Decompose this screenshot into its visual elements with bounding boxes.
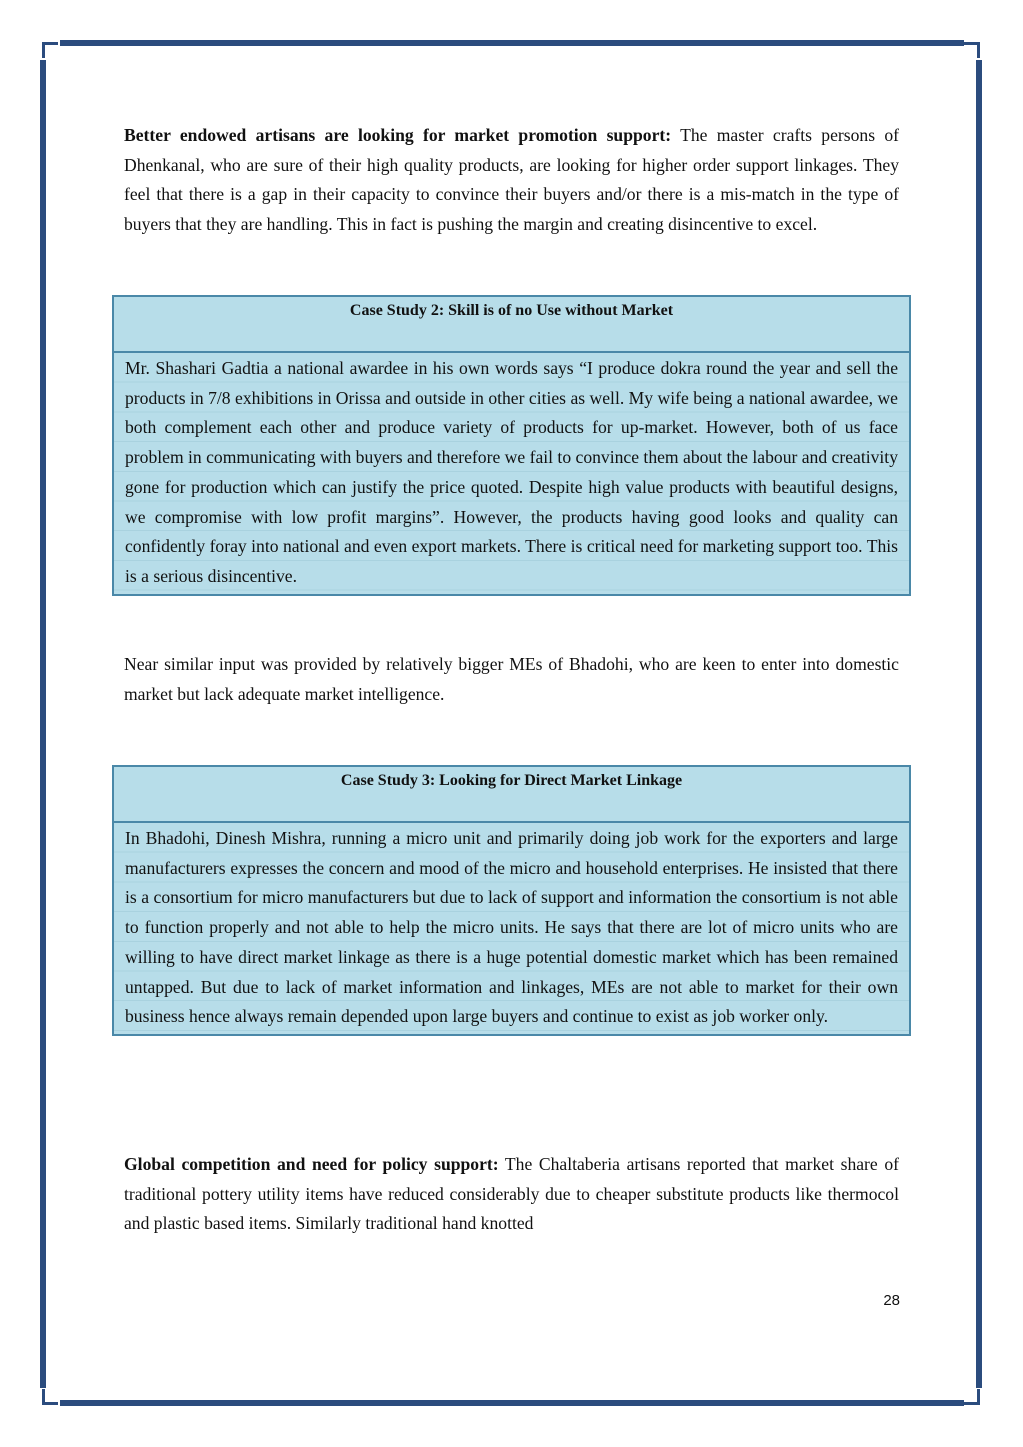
case-study-2-box: [112, 295, 911, 596]
case-study-2-title: Case Study 2: Skill is of no Use without Market: [114, 297, 909, 353]
global-competition-paragraph: [124, 1150, 899, 1239]
middle-paragraph: Near similar input was provided by relatively bigger MEs of Bhadohi, who are keen to enter into domestic market but lack adequate market intelligence.: [124, 654, 899, 704]
case-study-3-title: Case Study 3: Looking for Direct Market Linkage: [114, 767, 909, 823]
intro-heading: Better endowed artisans are looking for market promotion support:: [124, 125, 672, 145]
global-competition-heading: Global competition and need for policy support:: [124, 1154, 499, 1174]
intro-section: [124, 121, 899, 239]
case-study-3-box: [112, 765, 911, 1036]
intro-paragraph: [124, 121, 899, 239]
border-corner-top-right: [964, 42, 980, 58]
case-study-2-body: Mr. Shashari Gadtia a national awardee in his own words says “I produce dokra round the year and sell the products in 7/8 exhibitions in Orissa and outside in other cities as well. My wife being a national awardee, we both complement each other and produce variety of products for up-market. However, both of us face problem in communicating with buyers and therefore we fail to convince them about the labour and creativity gone for production which can justify the price quoted. Despite high value products with beautiful designs, we compromise with low profit margins”. However, the products having good looks and quality can confidently foray into national and even export markets. There is critical need for marketing support too. This is a serious disincentive.: [114, 353, 909, 594]
intro-text: The master crafts persons of Dhenkanal, who are sure of their high quality products, are looking for higher order support linkages. They feel that there is a gap in their capacity to convince their buyers and/or there is a mis-match in the type of buyers that they are handling. This in fact is pushing the margin and creating disincentive to excel.: [124, 125, 899, 234]
case-study-3-body: In Bhadohi, Dinesh Mishra, running a micro unit and primarily doing job work for the exporters and large manufacturers expresses the concern and mood of the micro and household enterprises. He insisted that there is a consortium for micro manufacturers but due to lack of support and information the consortium is not able to function properly and not able to help the micro units. He says that there are lot of micro units who are willing to have direct market linkage as there is a huge potential domestic market which has been remained untapped. But due to lack of market information and linkages, MEs are not able to market for their own business hence always remain depended upon large buyers and continue to exist as job worker only.: [114, 823, 909, 1034]
border-corner-top-left: [42, 42, 58, 58]
page-number: 28: [883, 1292, 900, 1309]
page-border-left: [40, 60, 46, 1388]
page-border-right: [976, 60, 982, 1388]
border-corner-bottom-right: [964, 1389, 980, 1405]
global-competition-section: [124, 1150, 899, 1239]
border-corner-bottom-left: [42, 1389, 58, 1405]
middle-section: [124, 650, 899, 709]
global-competition-text: The Chaltaberia artisans reported that market share of traditional pottery utility items have reduced considerably due to cheaper substitute products like thermocol and plastic based items. Similarly traditional hand knotted: [124, 1154, 899, 1234]
page-border-bottom: [60, 1400, 964, 1406]
page-border-top: [60, 40, 964, 46]
